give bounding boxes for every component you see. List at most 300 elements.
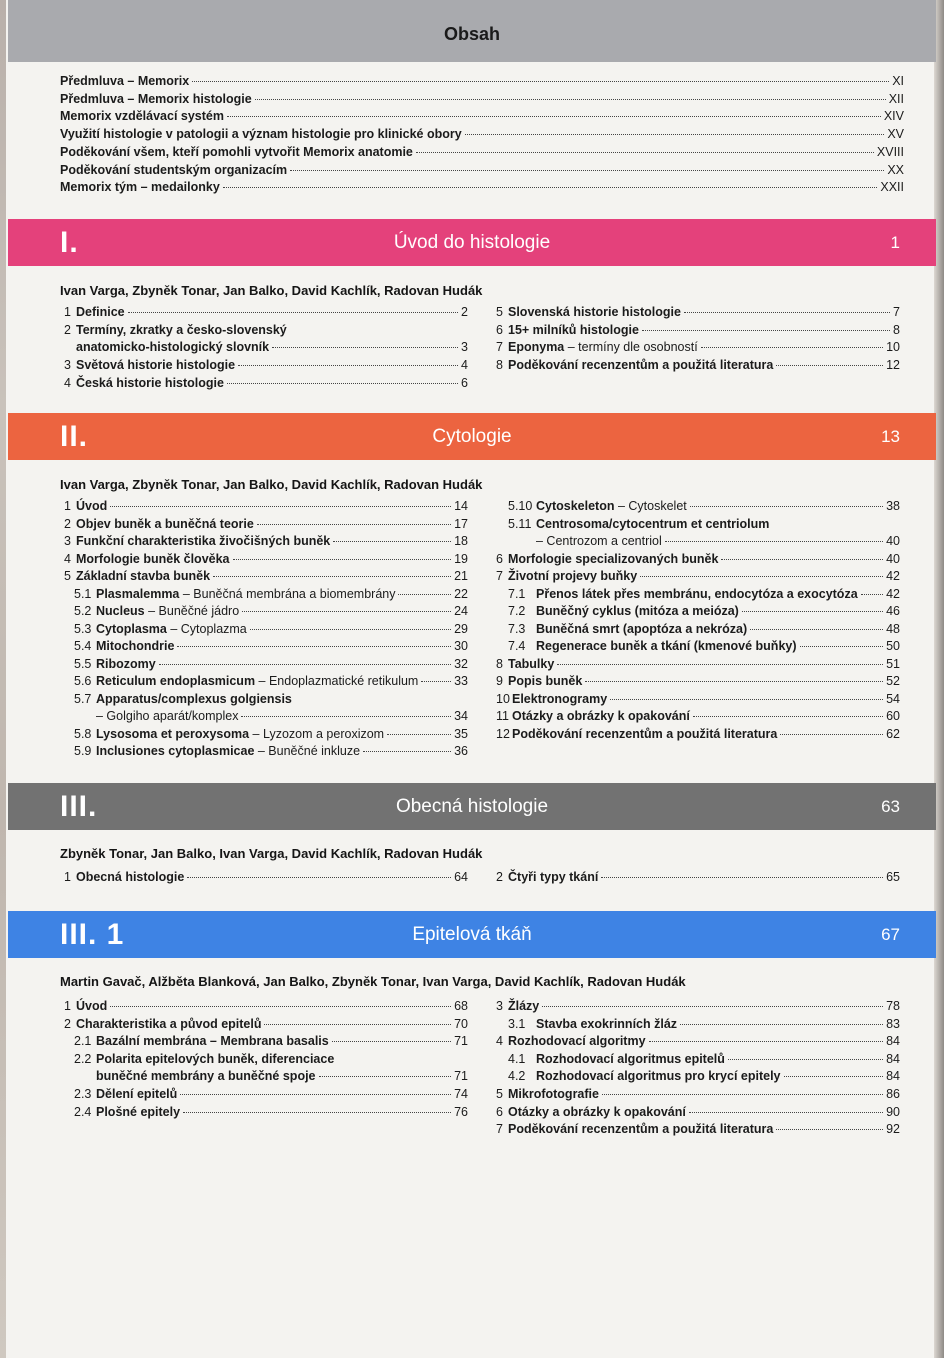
toc-entry[interactable] xyxy=(60,516,468,533)
toc-entry-number: 7 xyxy=(496,569,503,583)
toc-entry[interactable] xyxy=(60,322,468,339)
toc-entry-title-bold: Rozhodovací algoritmus pro krycí epitely xyxy=(536,1069,781,1084)
toc-entry-title-bold: Rozhodovací algoritmus epitelů xyxy=(536,1051,725,1066)
toc-entry-title xyxy=(96,656,156,673)
toc-entry[interactable] xyxy=(496,1121,900,1138)
leader-dots xyxy=(192,80,889,82)
toc-entry[interactable] xyxy=(496,603,900,620)
toc-entry-page: 3 xyxy=(461,340,468,355)
toc-entry-subtitle: – Golgiho aparát/komplex xyxy=(96,709,239,723)
toc-entry[interactable] xyxy=(60,726,468,743)
leader-dots xyxy=(557,663,883,665)
toc-entry-number: 4 xyxy=(64,375,71,390)
toc-entry[interactable] xyxy=(60,179,904,196)
toc-entry-number: 4.2 xyxy=(508,1069,526,1084)
toc-entry-page: 32 xyxy=(454,656,468,671)
toc-entry-page: 68 xyxy=(454,999,468,1013)
section-authors: Zbyněk Tonar, Jan Balko, Ivan Varga, David Kachlík, Radovan Hudák xyxy=(60,846,483,861)
toc-entry-title-bold: Česká historie histologie xyxy=(76,375,224,390)
toc-entry[interactable] xyxy=(496,691,900,708)
toc-entry[interactable] xyxy=(60,73,904,90)
toc-entry-number: 3 xyxy=(496,999,503,1013)
toc-entry[interactable] xyxy=(60,1033,468,1050)
toc-entry-title xyxy=(96,1051,334,1068)
toc-entry[interactable] xyxy=(496,869,900,886)
toc-entry-number: 4 xyxy=(496,1034,503,1049)
toc-entry[interactable] xyxy=(496,357,900,374)
toc-entry-title xyxy=(536,533,662,550)
toc-entry-number: 1 xyxy=(64,870,71,884)
section-title: Epitelová tkáň xyxy=(412,923,532,945)
toc-entry-title xyxy=(60,91,252,108)
toc-entry-title-bold: buněčné membrány a buněčné spoje xyxy=(96,1069,316,1084)
leader-dots xyxy=(387,733,451,735)
toc-entry[interactable] xyxy=(496,1068,900,1085)
toc-entry[interactable] xyxy=(60,586,468,603)
toc-entry-title xyxy=(536,586,858,603)
toc-entry-page: 64 xyxy=(454,870,468,884)
leader-dots xyxy=(290,169,884,171)
leader-dots xyxy=(542,1005,883,1007)
leader-dots xyxy=(742,610,883,612)
toc-entry-page: 33 xyxy=(454,674,468,688)
leader-dots xyxy=(333,540,451,542)
toc-entry-page: 42 xyxy=(886,569,900,583)
toc-entry-title-bold: Využití histologie v patologii a význam histologie pro klinické obory xyxy=(60,127,462,142)
toc-entry-title-bold: Buněčný cyklus (mitóza a meióza) xyxy=(536,604,739,618)
toc-entry[interactable] xyxy=(60,673,468,690)
toc-entry-subtitle: – Lyzozom a peroxizom xyxy=(249,726,385,741)
toc-entry-page: 30 xyxy=(454,639,468,653)
toc-entry-number: 6 xyxy=(496,322,503,337)
toc-entry-number: 10 xyxy=(496,691,510,706)
leader-dots xyxy=(693,715,883,717)
leader-dots xyxy=(180,1093,451,1095)
toc-entry-title xyxy=(76,498,107,515)
toc-entry[interactable] xyxy=(496,533,900,550)
toc-entry-title xyxy=(96,603,239,620)
toc-entry[interactable] xyxy=(60,869,468,886)
toc-entry[interactable] xyxy=(60,1016,468,1033)
toc-entry-number: 1 xyxy=(64,499,71,513)
toc-entry-title xyxy=(508,304,681,321)
toc-entry-title xyxy=(508,339,698,356)
leader-dots xyxy=(257,523,451,525)
toc-entry-page: 6 xyxy=(461,375,468,390)
section-page: 63 xyxy=(881,796,900,816)
toc-entry[interactable] xyxy=(496,673,900,690)
toc-entry[interactable] xyxy=(496,322,900,339)
toc-entry-page: 19 xyxy=(454,551,468,566)
toc-entry[interactable] xyxy=(60,603,468,620)
leader-dots xyxy=(861,593,883,595)
toc-entry-title-bold: Morfologie specializovaných buněk xyxy=(508,551,719,566)
toc-entry-title-bold: Polarita epitelových buněk, diferenciace xyxy=(96,1051,335,1066)
toc-entry-title xyxy=(96,1033,329,1050)
toc-entry[interactable] xyxy=(60,691,468,708)
toc-entry-title xyxy=(508,869,598,886)
toc-entry[interactable] xyxy=(496,568,900,585)
toc-entry[interactable] xyxy=(60,1051,468,1068)
toc-entry-page: XX xyxy=(887,162,904,177)
toc-entry-page: 71 xyxy=(454,1034,468,1049)
toc-entry-title-bold: Plošné epitely xyxy=(96,1104,181,1119)
toc-entry-number: 6 xyxy=(496,1104,503,1119)
toc-entry-number: 5.6 xyxy=(74,674,92,688)
toc-entry[interactable] xyxy=(60,656,468,673)
toc-entry-title-bold: Termíny, zkratky a česko-slovenský xyxy=(76,322,287,337)
toc-entry-page: 83 xyxy=(886,1016,900,1031)
toc-entry[interactable] xyxy=(60,998,468,1015)
toc-entry-page: XV xyxy=(887,127,904,142)
leader-dots xyxy=(242,610,451,612)
toc-entry[interactable] xyxy=(496,516,900,533)
leader-dots xyxy=(421,680,451,682)
toc-entry-page: 84 xyxy=(886,1051,900,1066)
toc-entry-title-bold: Úvod xyxy=(76,499,108,513)
toc-entry[interactable] xyxy=(60,304,468,321)
contents-title: Obsah xyxy=(443,23,500,44)
toc-entry-title xyxy=(76,322,287,339)
toc-entry[interactable] xyxy=(496,586,900,603)
toc-entry-page: 36 xyxy=(454,744,468,758)
toc-entry-title-bold: Základní stavba buněk xyxy=(76,569,211,583)
toc-entry-page: 46 xyxy=(886,604,900,618)
leader-dots xyxy=(800,645,884,647)
toc-entry-number: 2 xyxy=(64,1016,71,1031)
toc-entry-title-bold: Poděkování studentským organizacím xyxy=(60,162,288,177)
toc-entry-title xyxy=(96,1086,177,1103)
toc-entry-title-bold: Nucleus xyxy=(96,604,145,618)
leader-dots xyxy=(728,1058,883,1060)
toc-entry-title xyxy=(60,144,413,161)
toc-entry-number: 1 xyxy=(64,305,71,319)
toc-entry[interactable] xyxy=(60,1104,468,1121)
page-right-edge xyxy=(934,0,944,1358)
toc-entry-title-bold: Cytoplasma xyxy=(96,621,167,636)
toc-entry-title xyxy=(96,621,247,638)
toc-entry-number: 7 xyxy=(496,340,503,355)
toc-entry[interactable] xyxy=(60,743,468,760)
toc-entry-title-bold: Eponyma xyxy=(508,340,565,355)
toc-entry[interactable] xyxy=(496,621,900,638)
toc-entry-title-bold: Životní projevy buňky xyxy=(508,569,638,583)
toc-entry-number: 7.2 xyxy=(508,604,526,618)
leader-dots xyxy=(223,186,878,188)
toc-entry-title xyxy=(508,568,637,585)
toc-entry-number: 5 xyxy=(496,305,503,319)
toc-entry-number: 5.7 xyxy=(74,691,92,706)
toc-entry[interactable] xyxy=(60,551,468,568)
toc-entry-title xyxy=(76,1016,261,1033)
toc-entry-title-bold: Dělení epitelů xyxy=(96,1087,178,1101)
leader-dots xyxy=(690,505,883,507)
toc-entry-title xyxy=(508,322,639,339)
leader-dots xyxy=(750,628,883,630)
section-authors: Ivan Varga, Zbyněk Tonar, Jan Balko, David Kachlík, Radovan Hudák xyxy=(60,477,483,492)
leader-dots xyxy=(272,346,458,348)
toc-entry-page: 34 xyxy=(454,709,468,723)
toc-entry[interactable] xyxy=(60,1068,468,1085)
section-title: Obecná histologie xyxy=(395,795,549,817)
toc-entry-title xyxy=(512,726,777,743)
toc-entry-title-bold: Buněčná smrt (apoptóza a nekróza) xyxy=(536,621,748,636)
toc-entry-number: 5.3 xyxy=(74,621,92,636)
toc-entry-title-bold: Stavba exokrinních žláz xyxy=(536,1016,678,1031)
toc-entry[interactable] xyxy=(60,91,904,108)
leader-dots xyxy=(177,645,451,647)
toc-entry[interactable] xyxy=(496,638,900,655)
toc-entry-title-bold: Otázky a obrázky k opakování xyxy=(512,709,690,723)
section-header-bar xyxy=(8,219,936,266)
leader-dots xyxy=(640,575,883,577)
toc-entry-page: 65 xyxy=(886,870,900,884)
section-number: II. xyxy=(60,419,89,453)
leader-dots xyxy=(680,1023,883,1025)
contents-header xyxy=(8,0,936,62)
leader-dots xyxy=(183,1111,451,1113)
toc-entry-title xyxy=(508,673,582,690)
leader-dots xyxy=(780,733,883,735)
toc-entry[interactable] xyxy=(496,708,900,725)
toc-entry-title xyxy=(76,516,254,533)
toc-entry-page: 92 xyxy=(886,1122,900,1137)
toc-entry-number: 5.1 xyxy=(74,586,92,601)
toc-entry[interactable] xyxy=(496,551,900,568)
leader-dots xyxy=(416,151,874,153)
toc-entry[interactable] xyxy=(496,726,900,743)
toc-entry-title xyxy=(96,708,238,725)
toc-entry[interactable] xyxy=(60,339,468,356)
toc-entry-subtitle: – Centrozom a centriol xyxy=(536,534,662,548)
toc-entry[interactable] xyxy=(60,708,468,725)
toc-entry-title xyxy=(512,708,690,725)
toc-entry-number: 3.1 xyxy=(508,1016,526,1031)
toc-entry-title xyxy=(508,998,539,1015)
toc-entry-title xyxy=(60,179,220,196)
toc-entry[interactable] xyxy=(60,638,468,655)
toc-entry-title xyxy=(76,357,235,374)
toc-entry-title-bold: Přenos látek přes membránu, endocytóza a exocytóza xyxy=(536,586,858,601)
section-title: Úvod do histologie xyxy=(393,231,551,253)
toc-entry-page: XXII xyxy=(880,180,904,195)
toc-entry-title xyxy=(76,375,224,392)
toc-entry[interactable] xyxy=(60,375,468,392)
toc-entry[interactable] xyxy=(496,339,900,356)
toc-entry-subtitle: – Buněčné jádro xyxy=(144,604,240,618)
toc-entry-page: XI xyxy=(892,74,904,88)
toc-entry-page: 22 xyxy=(454,586,468,601)
toc-entry[interactable] xyxy=(496,1104,900,1121)
section-page: 13 xyxy=(881,426,900,446)
leader-dots xyxy=(187,876,451,878)
toc-entry[interactable] xyxy=(496,1051,900,1068)
toc-entry-title-bold: Poděkování recenzentům a použitá literatura xyxy=(512,726,778,741)
section-header-bar xyxy=(8,911,936,958)
toc-entry-page: 35 xyxy=(454,726,468,741)
toc-entry-title-bold: Centrosoma/cytocentrum et centriolum xyxy=(536,516,770,531)
leader-dots xyxy=(255,98,886,100)
toc-entry-number: 5.10 xyxy=(508,499,533,513)
leader-dots xyxy=(776,364,883,366)
toc-entry[interactable] xyxy=(60,162,904,179)
leader-dots xyxy=(213,575,451,577)
toc-entry-number: 5.4 xyxy=(74,639,92,653)
toc-entry[interactable] xyxy=(496,304,900,321)
toc-entry-number: 2 xyxy=(496,870,503,884)
toc-entry-title xyxy=(96,673,418,690)
toc-entry-title-bold: anatomicko-histologický slovník xyxy=(76,340,270,355)
toc-entry-number: 5.11 xyxy=(508,516,532,531)
toc-entry-number: 7.3 xyxy=(508,621,526,636)
leader-dots xyxy=(689,1111,883,1113)
toc-entry-title xyxy=(536,1068,781,1085)
toc-entry-title-bold: Funkční charakteristika živočišných buněk xyxy=(76,534,331,548)
toc-entry-subtitle: – Endoplazmatické retikulum xyxy=(255,674,419,688)
toc-entry-page: 18 xyxy=(454,534,468,548)
toc-entry[interactable] xyxy=(496,1086,900,1103)
toc-entry-page: 4 xyxy=(461,358,468,373)
toc-entry-title xyxy=(536,1016,677,1033)
section-page: 1 xyxy=(890,232,900,252)
toc-entry-page: 40 xyxy=(886,551,900,566)
leader-dots xyxy=(241,715,451,717)
toc-entry-number: 3 xyxy=(64,534,71,548)
toc-entry[interactable] xyxy=(60,1086,468,1103)
section-number: III. 1 xyxy=(60,917,125,951)
toc-entry-page: XVIII xyxy=(876,144,904,159)
toc-entry-title xyxy=(508,1121,773,1138)
toc-entry[interactable] xyxy=(60,498,468,515)
toc-entry-title xyxy=(96,586,395,603)
toc-entry-title-bold: Objev buněk a buněčná teorie xyxy=(76,516,254,531)
toc-entry-page: 48 xyxy=(886,621,900,636)
toc-entry-page: 29 xyxy=(454,621,468,636)
leader-dots xyxy=(250,628,451,630)
toc-entry[interactable] xyxy=(60,568,468,585)
toc-entry-page: 90 xyxy=(886,1104,900,1119)
toc-entry[interactable] xyxy=(60,357,468,374)
toc-entry-title xyxy=(76,304,125,321)
toc-entry-number: 2.4 xyxy=(74,1104,92,1119)
leader-dots xyxy=(319,1075,452,1077)
leader-dots xyxy=(665,540,883,542)
toc-entry[interactable] xyxy=(60,126,904,143)
section-page: 67 xyxy=(881,924,900,944)
toc-entry-number: 5 xyxy=(64,569,71,583)
toc-entry-subtitle: – termíny dle osobností xyxy=(564,340,698,355)
toc-entry-page: 2 xyxy=(461,305,468,319)
toc-entry-title-bold: Tabulky xyxy=(508,656,555,671)
toc-entry[interactable] xyxy=(496,1016,900,1033)
leader-dots xyxy=(649,1040,884,1042)
toc-entry-page: 38 xyxy=(886,499,900,513)
toc-entry[interactable] xyxy=(496,998,900,1015)
toc-entry-title xyxy=(96,743,360,760)
toc-entry-page: 60 xyxy=(886,709,900,723)
toc-entry-subtitle: – Cytoplazma xyxy=(166,621,247,636)
toc-entry[interactable] xyxy=(496,1033,900,1050)
toc-entry-number: 12 xyxy=(496,726,510,741)
toc-entry-number: 1 xyxy=(64,999,71,1013)
toc-entry[interactable] xyxy=(60,621,468,638)
toc-entry-title xyxy=(536,498,687,515)
page-binding-edge xyxy=(0,0,6,1358)
toc-entry-number: 5.5 xyxy=(74,656,92,671)
toc-entry-title xyxy=(76,869,184,886)
toc-entry-subtitle: – Cytoskelet xyxy=(614,499,687,513)
toc-entry-title-bold: Memorix vzdělávací systém xyxy=(60,109,224,124)
toc-entry[interactable] xyxy=(496,656,900,673)
toc-entry-title xyxy=(76,551,230,568)
toc-entry-number: 2.1 xyxy=(74,1034,92,1049)
toc-entry-number: 5.2 xyxy=(74,604,92,618)
toc-entry-page: 76 xyxy=(454,1104,468,1119)
toc-entry-page: 8 xyxy=(893,322,900,337)
toc-entry-title xyxy=(512,691,607,708)
toc-entry[interactable] xyxy=(60,144,904,161)
toc-entry-page: 86 xyxy=(886,1087,900,1101)
section-header-bar xyxy=(8,413,936,460)
toc-entry-title-bold: Charakteristika a původ epitelů xyxy=(76,1016,262,1031)
toc-entry-page: XII xyxy=(888,91,904,106)
toc-entry-title xyxy=(96,726,384,743)
toc-entry-number: 5.8 xyxy=(74,726,92,741)
toc-entry-title xyxy=(508,656,554,673)
toc-entry-title-bold: Žlázy xyxy=(508,999,540,1013)
leader-dots xyxy=(159,663,451,665)
toc-entry-number: 4 xyxy=(64,551,71,566)
toc-entry-title-bold: Předmluva – Memorix xyxy=(60,74,190,88)
toc-entry-page: 10 xyxy=(886,340,900,355)
toc-entry-title xyxy=(536,621,747,638)
toc-entry-page: 42 xyxy=(886,586,900,601)
toc-entry-title-bold: Apparatus/complexus golgiensis xyxy=(96,691,292,706)
toc-entry-title-bold: Inclusiones cytoplasmicae xyxy=(96,744,255,758)
toc-entry-title-bold: Popis buněk xyxy=(508,674,583,688)
toc-entry-page: 51 xyxy=(886,656,900,671)
toc-entry[interactable] xyxy=(60,108,904,125)
toc-entry-title-bold: 15+ milníků histologie xyxy=(508,322,639,337)
toc-entry-page: 50 xyxy=(886,639,900,653)
toc-entry-title-bold: Slovenská historie histologie xyxy=(508,305,681,319)
section-title: Cytologie xyxy=(432,425,512,447)
toc-entry-title-bold: Obecná histologie xyxy=(76,870,185,884)
toc-entry-title-bold: Bazální membrána – Membrana basalis xyxy=(96,1034,329,1049)
toc-entry-title-bold: Memorix tým – medailonky xyxy=(60,180,220,195)
toc-entry-title-bold: Mitochondrie xyxy=(96,639,175,653)
toc-entry-title xyxy=(96,691,292,708)
toc-entry-title xyxy=(76,998,107,1015)
toc-entry-page: 84 xyxy=(886,1034,900,1049)
toc-entry-number: 5.9 xyxy=(74,744,92,758)
toc-entry-title xyxy=(508,1086,599,1103)
toc-entry-title xyxy=(508,357,773,374)
toc-entry-title xyxy=(60,108,224,125)
toc-entry-title-bold: Světová historie histologie xyxy=(76,358,236,373)
toc-entry-title xyxy=(508,1033,646,1050)
toc-entry[interactable] xyxy=(496,498,900,515)
toc-entry-title-bold: Lysosoma et peroxysoma xyxy=(96,726,250,741)
section-authors: Martin Gavač, Alžběta Blanková, Jan Balko, Zbyněk Tonar, Ivan Varga, David Kachlík, Radovan Hudák xyxy=(60,974,686,989)
toc-entry-page: 84 xyxy=(886,1069,900,1084)
toc-entry-number: 11 xyxy=(496,709,509,723)
toc-entry-title-bold: Otázky a obrázky k opakování xyxy=(508,1104,686,1119)
leader-dots xyxy=(684,311,890,313)
toc-entry-page: 12 xyxy=(886,358,900,373)
toc-entry-page: XIV xyxy=(883,109,904,124)
toc-entry[interactable] xyxy=(60,533,468,550)
